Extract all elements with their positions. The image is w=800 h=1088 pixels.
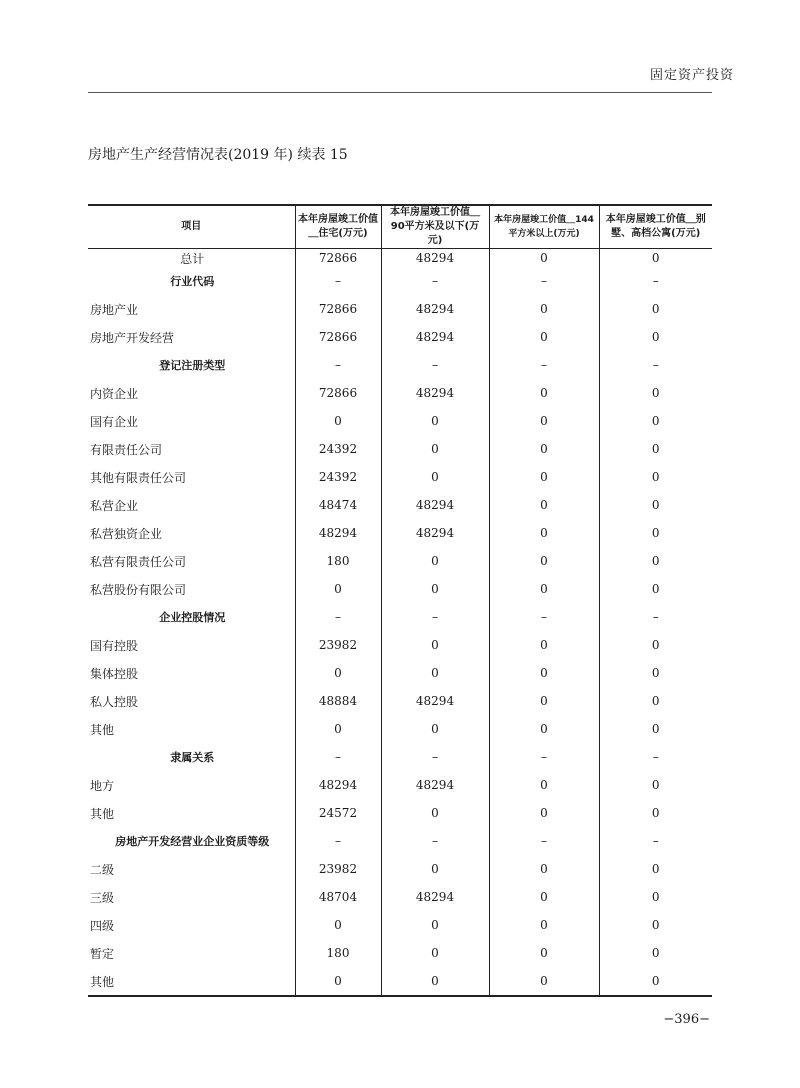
cell-value: 0	[295, 659, 381, 687]
cell-value: –	[599, 351, 712, 379]
cell-value: 0	[381, 855, 489, 883]
row-label: 其他有限责任公司	[90, 470, 187, 485]
cell-value: 0	[599, 883, 712, 911]
cell-value: 48294	[381, 687, 489, 715]
row-label: 集体控股	[90, 666, 139, 681]
cell-value: –	[489, 267, 599, 295]
row-label: 私营股份有限公司	[90, 582, 187, 597]
page-number: −396−	[663, 1012, 710, 1027]
table-row	[88, 855, 712, 883]
section-label: 登记注册类型	[159, 359, 226, 372]
table-row	[88, 687, 712, 715]
table-row	[88, 575, 712, 603]
row-label: 总计	[180, 251, 205, 266]
cell-value: 0	[599, 687, 712, 715]
cell-value: 72866	[295, 249, 381, 268]
table-row	[88, 939, 712, 967]
table-row	[88, 435, 712, 463]
cell-value: 0	[599, 631, 712, 659]
cell-value: 0	[489, 295, 599, 323]
row-label: 国有控股	[90, 638, 139, 653]
row-label: 房地产业	[90, 302, 139, 317]
cell-value: –	[489, 827, 599, 855]
row-label: 二级	[90, 862, 115, 877]
cell-value: 0	[381, 659, 489, 687]
cell-value: 0	[599, 911, 712, 939]
cell-value: 0	[489, 799, 599, 827]
cell-value: –	[381, 743, 489, 771]
row-label: 其他	[90, 806, 115, 821]
cell-value: 48294	[381, 883, 489, 911]
cell-value: 0	[599, 659, 712, 687]
cell-value: 180	[295, 939, 381, 967]
cell-value: 0	[381, 407, 489, 435]
cell-value: 0	[381, 631, 489, 659]
cell-value: –	[489, 603, 599, 631]
cell-value: 0	[489, 855, 599, 883]
table-row	[88, 491, 712, 519]
section-label: 隶属关系	[170, 751, 215, 764]
cell-value: 0	[489, 715, 599, 743]
cell-value: 0	[599, 323, 712, 351]
cell-value: 72866	[295, 379, 381, 407]
row-label: 地方	[90, 778, 115, 793]
column-header-144sqm-above: 本年房屋竣工价值＿144平方米以上(万元)	[489, 205, 599, 249]
cell-value: 48294	[295, 771, 381, 799]
cell-value: 0	[489, 491, 599, 519]
cell-value: –	[599, 827, 712, 855]
cell-value: 48294	[381, 295, 489, 323]
cell-value: –	[489, 351, 599, 379]
table-row	[88, 295, 712, 323]
cell-value: 0	[599, 939, 712, 967]
cell-value: 48884	[295, 687, 381, 715]
cell-value: 0	[489, 911, 599, 939]
table-row	[88, 547, 712, 575]
cell-value: 48294	[381, 491, 489, 519]
cell-value: 0	[489, 631, 599, 659]
column-header-item: 项目	[88, 205, 295, 249]
header-rule	[88, 92, 712, 93]
cell-value: –	[381, 267, 489, 295]
data-table-container	[88, 204, 712, 997]
table-row	[88, 379, 712, 407]
cell-value: 0	[489, 323, 599, 351]
row-label: 暂定	[90, 946, 115, 961]
row-label: 有限责任公司	[90, 442, 163, 457]
cell-value: 0	[599, 575, 712, 603]
cell-value: 0	[381, 715, 489, 743]
cell-value: 0	[599, 799, 712, 827]
cell-value: 0	[489, 519, 599, 547]
row-label: 其他	[88, 967, 295, 996]
table-row	[88, 519, 712, 547]
cell-value: 0	[489, 939, 599, 967]
cell-value: 180	[295, 547, 381, 575]
cell-value: 0	[599, 463, 712, 491]
table-row	[88, 249, 712, 268]
table-row	[88, 715, 712, 743]
cell-value: 0	[381, 799, 489, 827]
row-label: 四级	[90, 918, 115, 933]
table-row	[88, 659, 712, 687]
section-label: 行业代码	[170, 275, 215, 288]
table-row	[88, 463, 712, 491]
row-label: 私人控股	[90, 694, 139, 709]
column-header-90sqm-below: 本年房屋竣工价值＿90平方米及以下(万元)	[381, 205, 489, 249]
cell-value: 23982	[295, 631, 381, 659]
cell-value: –	[381, 603, 489, 631]
cell-value: 0	[295, 911, 381, 939]
cell-value: –	[295, 267, 381, 295]
cell-value: –	[599, 603, 712, 631]
table-row	[88, 323, 712, 351]
cell-value: 0	[295, 575, 381, 603]
cell-value: 0	[489, 967, 599, 996]
column-header-residential: 本年房屋竣工价值＿住宅(万元)	[295, 205, 381, 249]
cell-value: 48294	[381, 379, 489, 407]
cell-value: 48704	[295, 883, 381, 911]
cell-value: 0	[489, 883, 599, 911]
cell-value: 0	[489, 547, 599, 575]
section-label: 企业控股情况	[159, 611, 226, 624]
cell-value: –	[295, 743, 381, 771]
cell-value: –	[295, 351, 381, 379]
cell-value: 48294	[381, 323, 489, 351]
cell-value: 0	[489, 575, 599, 603]
cell-value: 0	[599, 435, 712, 463]
table-row	[88, 827, 712, 855]
table-row	[88, 883, 712, 911]
cell-value: 0	[489, 407, 599, 435]
running-head: 固定资产投资	[649, 68, 734, 83]
cell-value: 0	[295, 967, 381, 996]
section-label: 房地产开发经营业企业资质等级	[115, 835, 270, 848]
column-header-villa-apartment: 本年房屋竣工价值＿别墅、高档公寓(万元)	[599, 205, 712, 249]
cell-value: 0	[599, 295, 712, 323]
cell-value: 0	[599, 771, 712, 799]
cell-value: –	[489, 743, 599, 771]
cell-value: 48294	[381, 249, 489, 268]
cell-value: –	[599, 267, 712, 295]
cell-value: 0	[381, 939, 489, 967]
cell-value: 24392	[295, 435, 381, 463]
cell-value: 48474	[295, 491, 381, 519]
cell-value: 0	[599, 967, 712, 996]
cell-value: 0	[599, 547, 712, 575]
cell-value: 0	[599, 407, 712, 435]
row-label: 房地产开发经营	[90, 330, 175, 345]
cell-value: 0	[381, 435, 489, 463]
cell-value: 0	[489, 463, 599, 491]
cell-value: 0	[381, 575, 489, 603]
table-row	[88, 631, 712, 659]
row-label: 内资企业	[90, 386, 139, 401]
cell-value: 0	[295, 715, 381, 743]
cell-value: 0	[599, 855, 712, 883]
table-row	[88, 771, 712, 799]
row-label: 私营企业	[90, 498, 139, 513]
cell-value: 0	[599, 249, 712, 268]
cell-value: 0	[599, 519, 712, 547]
table-row	[88, 743, 712, 771]
cell-value: 0	[489, 659, 599, 687]
cell-value: 0	[381, 547, 489, 575]
row-label: 其他	[90, 722, 115, 737]
cell-value: 0	[489, 771, 599, 799]
table-row	[88, 407, 712, 435]
cell-value: 0	[489, 379, 599, 407]
table-row	[88, 603, 712, 631]
cell-value: –	[381, 827, 489, 855]
table-title: 房地产生产经营情况表(2019 年) 续表 15	[88, 147, 348, 163]
cell-value: 72866	[295, 323, 381, 351]
row-label: 私营有限责任公司	[90, 554, 187, 569]
cell-value: 0	[489, 687, 599, 715]
cell-value: 0	[599, 491, 712, 519]
cell-value: 72866	[295, 295, 381, 323]
cell-value: 24392	[295, 463, 381, 491]
cell-value: 0	[381, 967, 489, 996]
cell-value: 0	[381, 911, 489, 939]
cell-value: 0	[381, 463, 489, 491]
row-label: 国有企业	[90, 414, 139, 429]
table-row	[88, 267, 712, 295]
cell-value: 23982	[295, 855, 381, 883]
cell-value: 0	[599, 715, 712, 743]
table-header-row	[88, 205, 712, 249]
cell-value: 48294	[381, 519, 489, 547]
cell-value: 0	[295, 407, 381, 435]
row-label: 三级	[90, 890, 115, 905]
cell-value: 48294	[381, 771, 489, 799]
cell-value: 0	[599, 379, 712, 407]
cell-value: –	[599, 743, 712, 771]
table-row	[88, 799, 712, 827]
table-row	[88, 911, 712, 939]
cell-value: 0	[489, 435, 599, 463]
data-table	[88, 204, 712, 997]
cell-value: 48294	[295, 519, 381, 547]
cell-value: –	[295, 827, 381, 855]
table-row	[88, 967, 712, 996]
cell-value: 24572	[295, 799, 381, 827]
table-row	[88, 351, 712, 379]
cell-value: 0	[489, 249, 599, 268]
row-label: 私营独资企业	[90, 526, 163, 541]
cell-value: –	[295, 603, 381, 631]
table-body	[88, 249, 712, 997]
cell-value: –	[381, 351, 489, 379]
